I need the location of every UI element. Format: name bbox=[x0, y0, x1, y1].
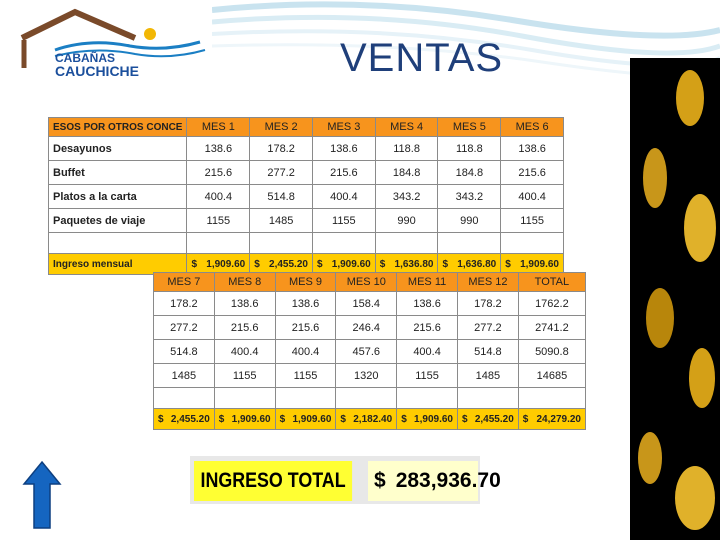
total-cell: $ 2,455.20 bbox=[154, 409, 215, 430]
cell: 14685 bbox=[518, 364, 585, 388]
cell: 1155 bbox=[187, 209, 250, 233]
header-month: MES 12 bbox=[457, 273, 518, 292]
sales-table-months-7-12 bbox=[153, 272, 586, 430]
row-label: Platos a la carta bbox=[49, 185, 187, 209]
cell: 1320 bbox=[336, 364, 397, 388]
cell: 1485 bbox=[250, 209, 313, 233]
total-cell: $ 1,909.60 bbox=[501, 254, 564, 275]
row-label: Buffet bbox=[49, 161, 187, 185]
total-cell: $ 1,636.80 bbox=[375, 254, 438, 275]
cell: 178.2 bbox=[250, 137, 313, 161]
row-label: Desayunos bbox=[49, 137, 187, 161]
table-row bbox=[49, 209, 564, 233]
total-cell: $ 1,909.60 bbox=[214, 409, 275, 430]
cell: 343.2 bbox=[375, 185, 438, 209]
logo-line1: CABAÑAS bbox=[55, 51, 115, 65]
header-month: MES 7 bbox=[154, 273, 215, 292]
total-cell: $ 1,909.60 bbox=[187, 254, 250, 275]
table-row bbox=[154, 316, 586, 340]
cell: 400.4 bbox=[214, 340, 275, 364]
table-row bbox=[154, 292, 586, 316]
cell: 138.6 bbox=[501, 137, 564, 161]
cell: 184.8 bbox=[438, 161, 501, 185]
cell: 1485 bbox=[154, 364, 215, 388]
cell: 178.2 bbox=[457, 292, 518, 316]
sales-table-months-1-6 bbox=[48, 117, 564, 275]
cell: 215.6 bbox=[214, 316, 275, 340]
page-title: VENTAS bbox=[340, 36, 504, 80]
total-cell: $ 1,909.60 bbox=[312, 254, 375, 275]
row-label: Paquetes de viaje bbox=[49, 209, 187, 233]
coins-image bbox=[630, 58, 720, 540]
monthly-total-row bbox=[154, 409, 586, 430]
cell: 138.6 bbox=[187, 137, 250, 161]
cell: 1155 bbox=[501, 209, 564, 233]
cell: 246.4 bbox=[336, 316, 397, 340]
header-concept: ESOS POR OTROS CONCE bbox=[49, 118, 187, 137]
cell: 184.8 bbox=[375, 161, 438, 185]
cell: 138.6 bbox=[214, 292, 275, 316]
cell: 215.6 bbox=[187, 161, 250, 185]
grand-total-currency: $ bbox=[374, 469, 386, 492]
cell: 118.8 bbox=[375, 137, 438, 161]
header-month: MES 3 bbox=[312, 118, 375, 137]
cell: 138.6 bbox=[312, 137, 375, 161]
cell: 5090.8 bbox=[518, 340, 585, 364]
total-cell: $ 1,636.80 bbox=[438, 254, 501, 275]
cell: 277.2 bbox=[154, 316, 215, 340]
cell: 400.4 bbox=[275, 340, 336, 364]
cell: 514.8 bbox=[250, 185, 313, 209]
logo-graphic bbox=[0, 0, 212, 90]
company-logo bbox=[0, 0, 212, 90]
cell: 118.8 bbox=[438, 137, 501, 161]
cell: 1762.2 bbox=[518, 292, 585, 316]
header-month: MES 2 bbox=[250, 118, 313, 137]
header-month: MES 11 bbox=[397, 273, 458, 292]
spacer-row bbox=[49, 233, 564, 254]
cell: 1155 bbox=[397, 364, 458, 388]
spacer-row bbox=[154, 388, 586, 409]
total-cell: $ 1,909.60 bbox=[397, 409, 458, 430]
table-row bbox=[154, 364, 586, 388]
arrow-up-icon[interactable] bbox=[22, 460, 62, 530]
cell: 400.4 bbox=[397, 340, 458, 364]
grand-total-label: INGRESO TOTAL bbox=[194, 461, 352, 501]
cell: 457.6 bbox=[336, 340, 397, 364]
table-row bbox=[49, 137, 564, 161]
cell: 400.4 bbox=[501, 185, 564, 209]
header-month: MES 6 bbox=[501, 118, 564, 137]
cell: 277.2 bbox=[457, 316, 518, 340]
cell: 138.6 bbox=[397, 292, 458, 316]
cell: 215.6 bbox=[397, 316, 458, 340]
total-cell: $ 2,182.40 bbox=[336, 409, 397, 430]
cell: 343.2 bbox=[438, 185, 501, 209]
grand-total-value: 283,936.70 bbox=[395, 469, 501, 492]
header-total: TOTAL bbox=[518, 273, 585, 292]
header-month: MES 5 bbox=[438, 118, 501, 137]
cell: 158.4 bbox=[336, 292, 397, 316]
cell: 215.6 bbox=[275, 316, 336, 340]
cell: 215.6 bbox=[312, 161, 375, 185]
header-month: MES 10 bbox=[336, 273, 397, 292]
cell: 514.8 bbox=[154, 340, 215, 364]
total-cell: $ 1,909.60 bbox=[275, 409, 336, 430]
logo-line2: CAUCHICHE bbox=[55, 63, 139, 79]
grand-total-value-box bbox=[368, 461, 501, 501]
total-cell: $ 24,279.20 bbox=[518, 409, 585, 430]
header-month: MES 8 bbox=[214, 273, 275, 292]
cell: 400.4 bbox=[312, 185, 375, 209]
header-month: MES 9 bbox=[275, 273, 336, 292]
table-header-row bbox=[154, 273, 586, 292]
header-month: MES 1 bbox=[187, 118, 250, 137]
table-header-row bbox=[49, 118, 564, 137]
cell: 400.4 bbox=[187, 185, 250, 209]
cell: 1485 bbox=[457, 364, 518, 388]
cell: 990 bbox=[375, 209, 438, 233]
total-row-label: Ingreso mensual bbox=[49, 254, 187, 275]
cell: 2741.2 bbox=[518, 316, 585, 340]
table-row bbox=[154, 340, 586, 364]
cell: 215.6 bbox=[501, 161, 564, 185]
cell: 138.6 bbox=[275, 292, 336, 316]
table-row bbox=[49, 185, 564, 209]
cell: 1155 bbox=[275, 364, 336, 388]
cell: 514.8 bbox=[457, 340, 518, 364]
cell: 277.2 bbox=[250, 161, 313, 185]
table-row bbox=[49, 161, 564, 185]
cell: 990 bbox=[438, 209, 501, 233]
cell: 178.2 bbox=[154, 292, 215, 316]
cell: 1155 bbox=[312, 209, 375, 233]
cell: 1155 bbox=[214, 364, 275, 388]
header-month: MES 4 bbox=[375, 118, 438, 137]
total-cell: $ 2,455.20 bbox=[457, 409, 518, 430]
grand-total-box bbox=[190, 456, 501, 504]
total-cell: $ 2,455.20 bbox=[250, 254, 313, 275]
